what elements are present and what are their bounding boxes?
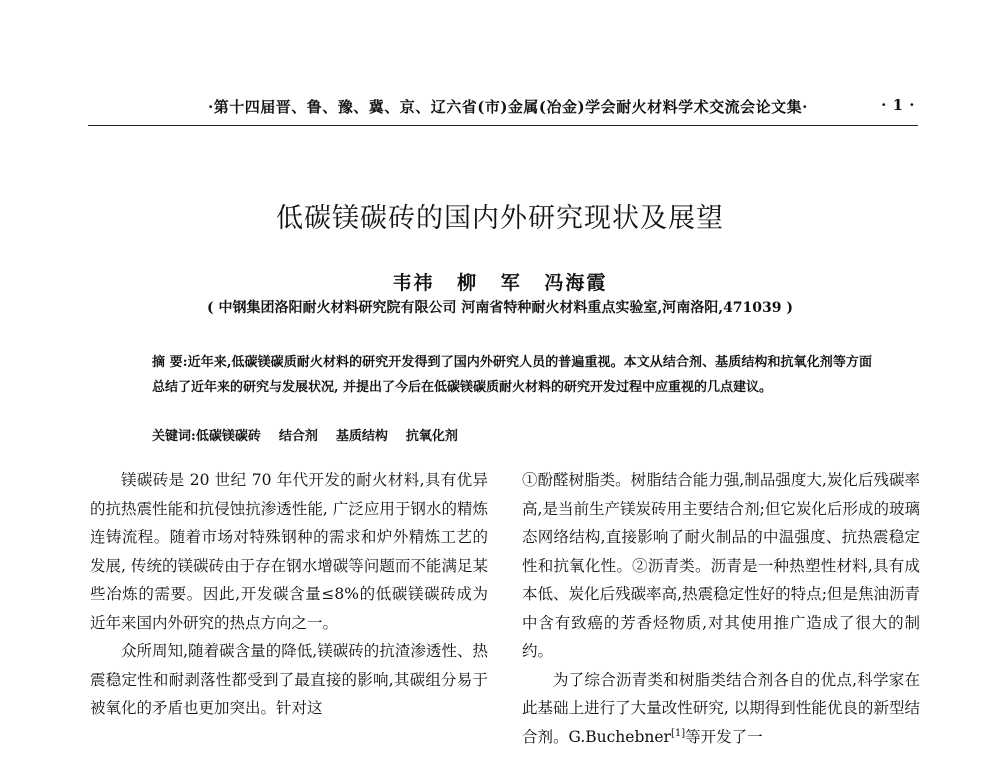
abstract-label: 摘 要:	[152, 355, 188, 370]
running-head-title: ·第十四届晋、鲁、豫、冀、京、辽六省(市)金属(冶金)学会耐火材料学术交流会论文集·	[208, 98, 808, 116]
paragraph: ①酚醛树脂类。树脂结合能力强,制品强度大,炭化后残碳率高,是当前生产镁炭砖用主要结合剂;但它炭化后形成的玻璃态网络结构,直接影响了耐火制品的中温强度、抗热震稳定性和抗氧化性。②沥青类。沥青是一种热塑性材料,具有成本低、炭化后残碳率高,热震稳定性好的特点;但是焦油沥青中含有致癌的芳香烃物质,对其使用推广造成了很大的制约。	[522, 471, 920, 660]
keyword: 抗氧化剂	[405, 429, 458, 444]
abstract-text: 近年来,低碳镁碳质耐火材料的研究开发得到了国内外研究人员的普遍重视。本文从结合剂、基质结构和抗氧化剂等方面总结了近年来的研究与发展状况, 并提出了今后在低碳镁碳质耐火材料的研究开发过程中应重视的几点建议。	[152, 355, 872, 395]
page-number: · 1 ·	[881, 96, 915, 114]
paragraph: 镁碳砖是 20 世纪 70 年代开发的耐火材料,具有优异的抗热震性能和抗侵蚀抗渗透性能, 广泛应用于钢水的精炼连铸流程。随着市场对特殊钢种的需求和炉外精炼工艺的发展, 传统的镁碳砖由于存在钢水增碳等问题而不能满足某些冶炼的需要。因此,开发碳含量≤8%的低碳镁碳砖成为近年来国内外研究的热点方向之一。	[90, 471, 488, 632]
abstract	[152, 350, 872, 400]
body-left-column	[90, 466, 488, 723]
body-right-column	[522, 466, 920, 751]
paragraph	[522, 666, 920, 752]
paper-authors: 韦祎 柳 军 冯海霞	[392, 272, 608, 294]
keyword: 基质结构	[335, 429, 388, 444]
paragraph: 众所周知,随着碳含量的降低,镁碳砖的抗渣渗透性、热震稳定性和耐剥落性都受到了最直接的影响,其碳组分易于被氧化的矛盾也更加突出。针对这	[90, 642, 488, 717]
paper-title: 低碳镁碳砖的国内外研究现状及展望	[276, 203, 724, 234]
paper-affiliation: ( 中钢集团洛阳耐火材料研究院有限公司 河南省特种耐火材料重点实验室,河南洛阳,471039 )	[206, 300, 794, 316]
keyword: 结合剂	[278, 429, 318, 444]
paragraph-text: 为了综合沥青类和树脂类结合剂各自的优点,科学家在此基础上进行了大量改性研究, 以期得到性能优良的新型结合剂。G.Buchebner	[522, 670, 920, 746]
keywords-label: 关键词:	[152, 429, 196, 444]
keyword: 低碳镁碳砖	[195, 429, 261, 444]
header-rule	[88, 125, 918, 126]
citation-ref[interactable]: [1]	[670, 727, 686, 739]
paragraph-text: 等开发了一	[685, 727, 763, 746]
keywords	[152, 425, 476, 444]
